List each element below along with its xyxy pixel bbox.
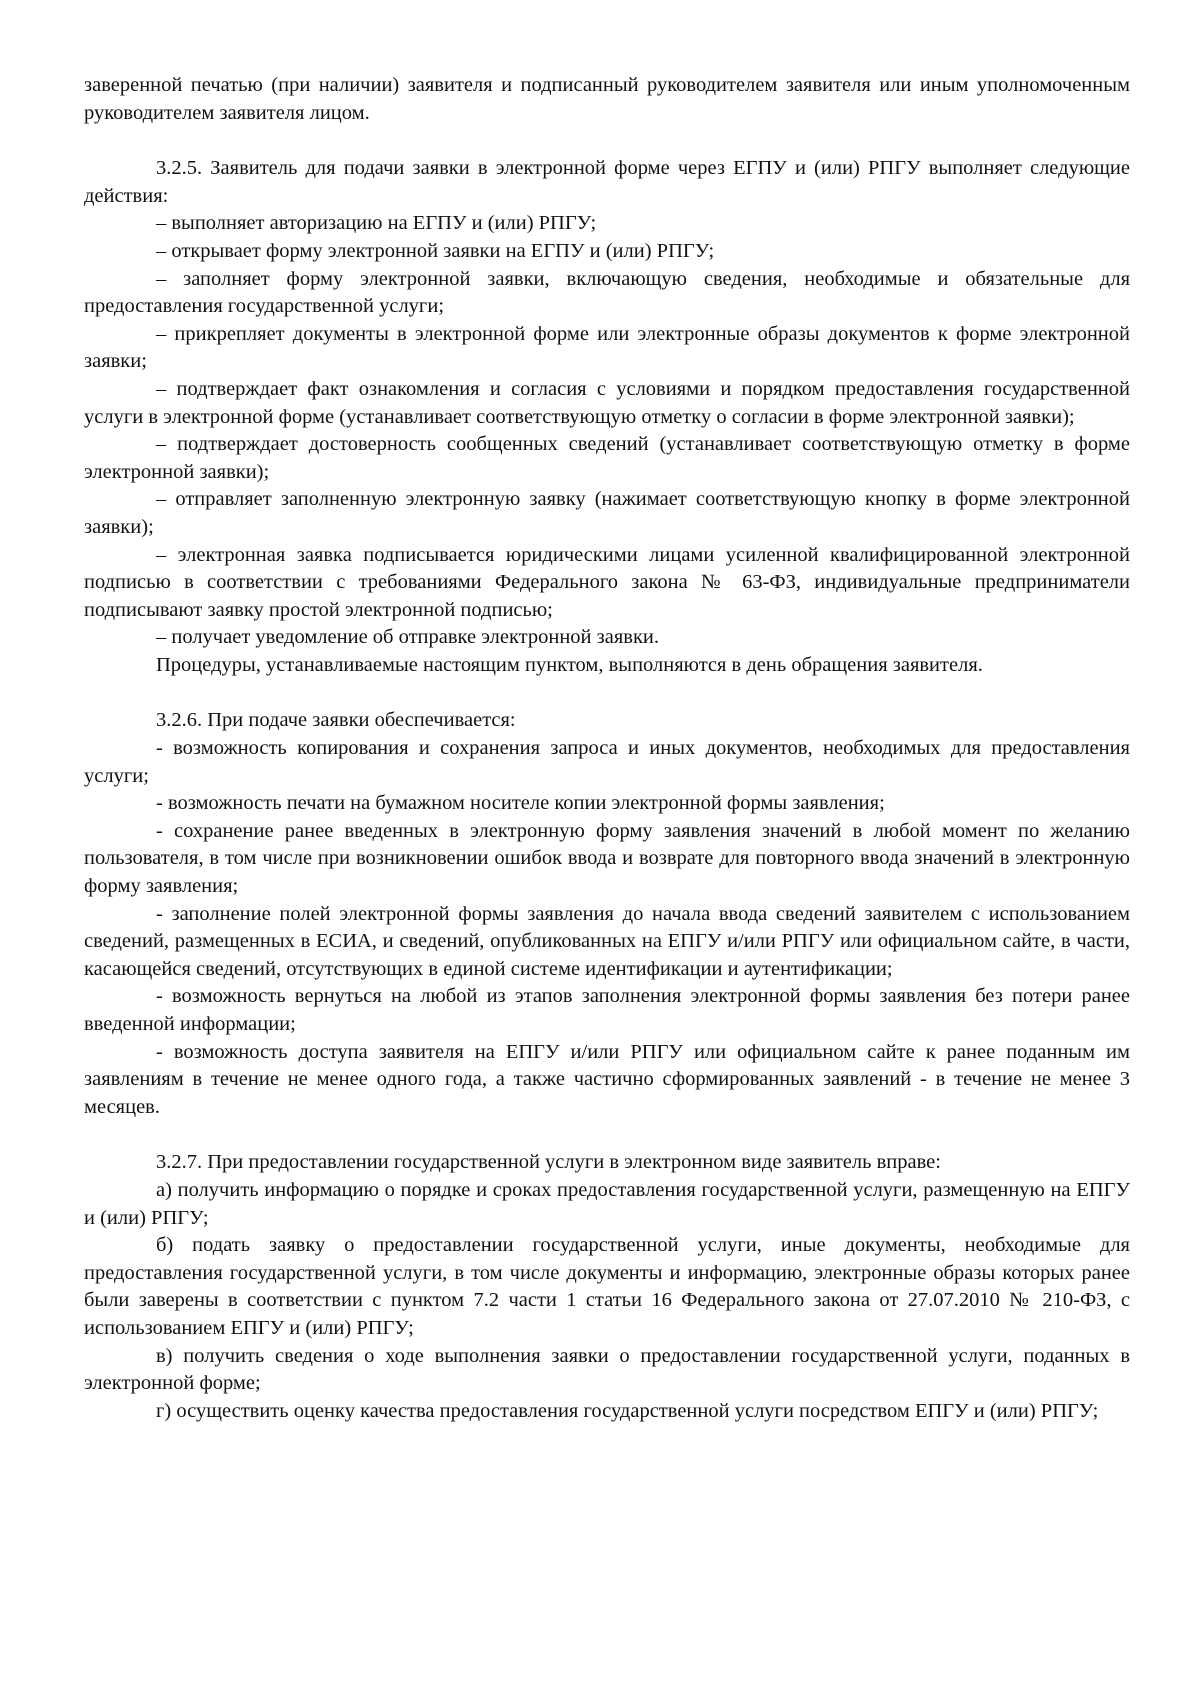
paragraph: – заполняет форму электронной заявки, включающую сведения, необходимые и обязательные для предоставления государственной услуги; — [84, 267, 1130, 318]
paragraph: - возможность доступа заявителя на ЕПГУ и/или РПГУ или официальном сайте к ранее поданным им заявлениям в течение не менее одного года, а также частично сформированных заявлений - в течение не менее 3 месяцев. — [84, 1040, 1130, 1118]
paragraph: заверенной печатью (при наличии) заявителя и подписанный руководителем заявителя или иным уполномоченным руководителем заявителя лицом. — [84, 74, 1130, 124]
paragraph: – подтверждает достоверность сообщенных сведений (устанавливает соответствующую отметку в форме электронной заявки); — [84, 433, 1130, 483]
paragraph: Процедуры, устанавливаемые настоящим пунктом, выполняются в день обращения заявителя. — [156, 653, 983, 676]
paragraph: 3.2.6. При подаче заявки обеспечивается: — [156, 709, 516, 732]
paragraph: - возможность печати на бумажном носителе копии электронной формы заявления; — [156, 792, 885, 815]
paragraph: – прикрепляет документы в электронной форме или электронные образы документов к форме электронной заявки; — [84, 322, 1130, 373]
paragraph: - сохранение ранее введенных в электронную форму заявления значений в любой момент по желанию пользователя, в том числе при возникновении ошибок ввода и возврате для повторного ввода значений в электронную форму заявления; — [84, 819, 1130, 898]
paragraph: г) осуществить оценку качества предоставления государственной услуги посредством ЕПГУ и (или) РПГУ; — [156, 1399, 1099, 1422]
paragraph: – подтверждает факт ознакомления и согласия с условиями и порядком предоставления государственной услуги в электронной форме (устанавливает соответствующую отметку о согласии в форме электронной заявки); — [84, 377, 1130, 428]
paragraph: б) подать заявку о предоставлении государственной услуги, иные документы, необходимые для предоставления государственной услуги, в том числе документы и информацию, электронные образы которых ранее были заверены в соответствии с пунктом 7.2 части 1 статьи 16 Федерального закона от 27.07.2010 № 210-ФЗ, с использованием ЕПГУ и (или) РПГУ; — [84, 1234, 1130, 1339]
paragraph: а) получить информацию о порядке и сроках предоставления государственной услуги, размещенную на ЕПГУ и (или) РПГУ; — [84, 1178, 1130, 1229]
paragraph: 3.2.5. Заявитель для подачи заявки в электронной форме через ЕГПУ и (или) РПГУ выполняет следующие действия: — [84, 157, 1130, 207]
paragraph: – получает уведомление об отправке электронной заявки. — [156, 626, 660, 649]
paragraph: в) получить сведения о ходе выполнения заявки о предоставлении государственной услуги, поданных в электронной форме; — [84, 1344, 1130, 1395]
paragraph: 3.2.7. При предоставлении государственной услуги в электронном виде заявитель вправе: — [156, 1151, 941, 1174]
paragraph: – отправляет заполненную электронную заявку (нажимает соответствующую кнопку в форме электронной заявки); — [84, 488, 1130, 538]
document-page — [84, 72, 1130, 1425]
paragraph: - возможность вернуться на любой из этапов заполнения электронной формы заявления без потери ранее введенной информации; — [84, 985, 1130, 1035]
paragraph: - возможность копирования и сохранения запроса и иных документов, необходимых для предоставления услуги; — [84, 737, 1130, 787]
paragraph: – электронная заявка подписывается юридическими лицами усиленной квалифицированной электронной подписью в соответствии с требованиями Федерального закона № 63-ФЗ, индивидуальные предприниматели подписывают заявку простой электронной подписью; — [84, 543, 1130, 621]
paragraph: – открывает форму электронной заявки на ЕГПУ и (или) РПГУ; — [156, 239, 715, 262]
paragraph: – выполняет авторизацию на ЕГПУ и (или) РПГУ; — [156, 212, 597, 235]
paragraph: - заполнение полей электронной формы заявления до начала ввода сведений заявителем с использованием сведений, размещенных в ЕСИА, и сведений, опубликованных на ЕПГУ и/или РПГУ или официальном сайте, в части, касающейся сведений, отсутствующих в единой системе идентификации и аутентификации; — [84, 902, 1130, 980]
